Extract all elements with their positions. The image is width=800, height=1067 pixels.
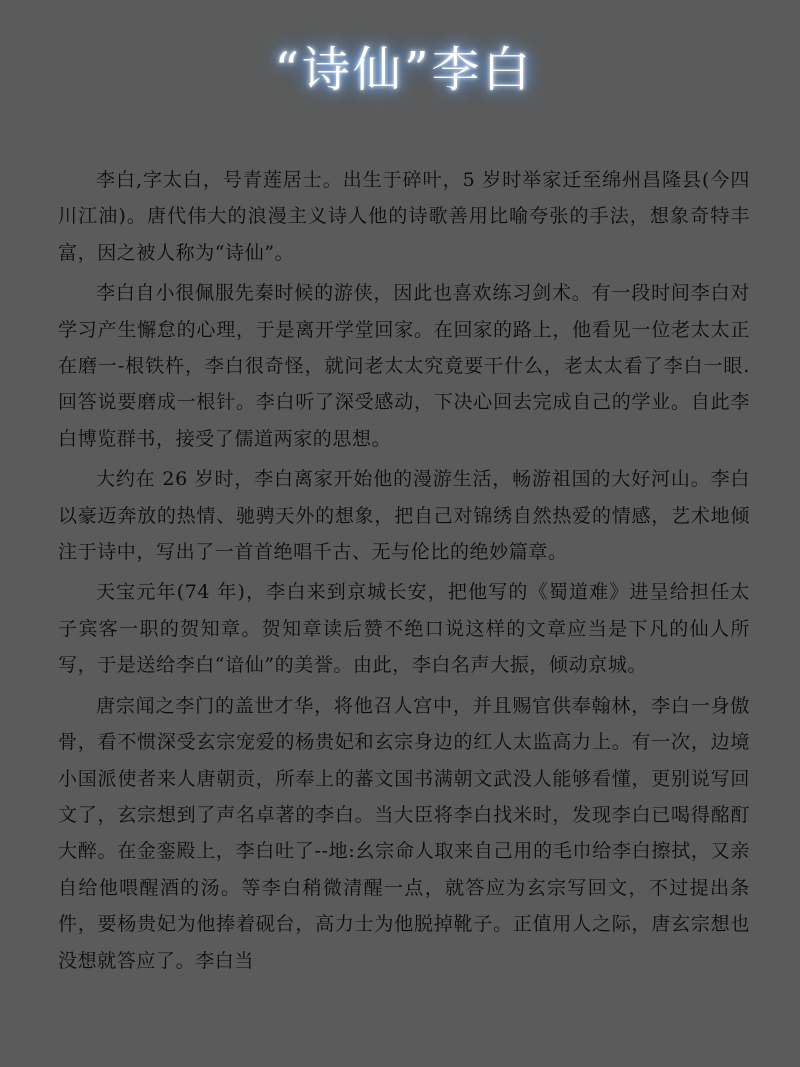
paragraph-1: 李白,字太白，号青莲居士。出生于碎叶，5 岁时举家迁至绵州昌隆县(今四川江油)。唐代伟大的浪漫主义诗人他的诗歌善用比喻夸张的手法，想象奇特丰富，因之被人称为“诗仙”。 bbox=[58, 169, 750, 264]
paragraph-3: 大约在 26 岁时，李白离家开始他的漫游生活，畅游祖国的大好河山。李白以豪迈奔放的热情、驰骋天外的想象，把自己对锦绣自然热爱的情感，艺术地倾注于诗中，写出了一首首绝唱千古、无与伦比的绝妙篇章。 bbox=[58, 468, 750, 564]
paragraph-5: 唐宗闻之李门的盖世才华，将他召人宫中，并且赐官供奉翰林，李白一身傲骨，看不惯深受玄宗宠爱的杨贵妃和玄宗身边的红人太监高力上。有一次，边境小国派使者来人唐朝贡，所奉上的蕃文国书满朝文武没人能够看懂，更别说写回文了，玄宗想到了声名卓著的李白。当大臣将李白找米时，发现李白已喝得酩酊大醉。在金銮殿上，李白吐了--地:幺宗命人取来自己用的毛巾给李白擦拭，又亲自给他喂醒酒的汤。等李白稍微清醒一点，就答应为玄宗写回文，不过提出条件，要杨贵妃为他捧着砚台，高力士为他脱掉靴子。正值用人之际，唐玄宗想也没想就答应了。李白当 bbox=[58, 694, 750, 972]
article-body bbox=[58, 162, 750, 979]
paragraph-2: 李白自小很佩服先秦时候的游侠，因此也喜欢练习剑术。有一段时间李白对学习产生懈怠的心理，于是离开学堂回家。在回家的路上，他看见一位老太太正在磨一-根铁杵，李白很奇怪，就问老太太究竟要干什么，老太太看了李白一眼.回答说要磨成一根针。李白听了深受感动，下决心回去完成自己的学业。自此李白博览群书，接受了儒道两家的思想。 bbox=[58, 282, 750, 450]
page-title: “诗仙”李白 bbox=[274, 42, 534, 98]
paragraph-4: 天宝元年(74 年)，李白来到京城长安，把他写的《蜀道难》进呈给担任太子宾客一职的贺知章。贺知章读后赞不绝口说这样的文章应当是下凡的仙人所写，于是送给李白“谙仙”的美誉。由此，李白名声大振，倾动京城。 bbox=[58, 581, 750, 677]
